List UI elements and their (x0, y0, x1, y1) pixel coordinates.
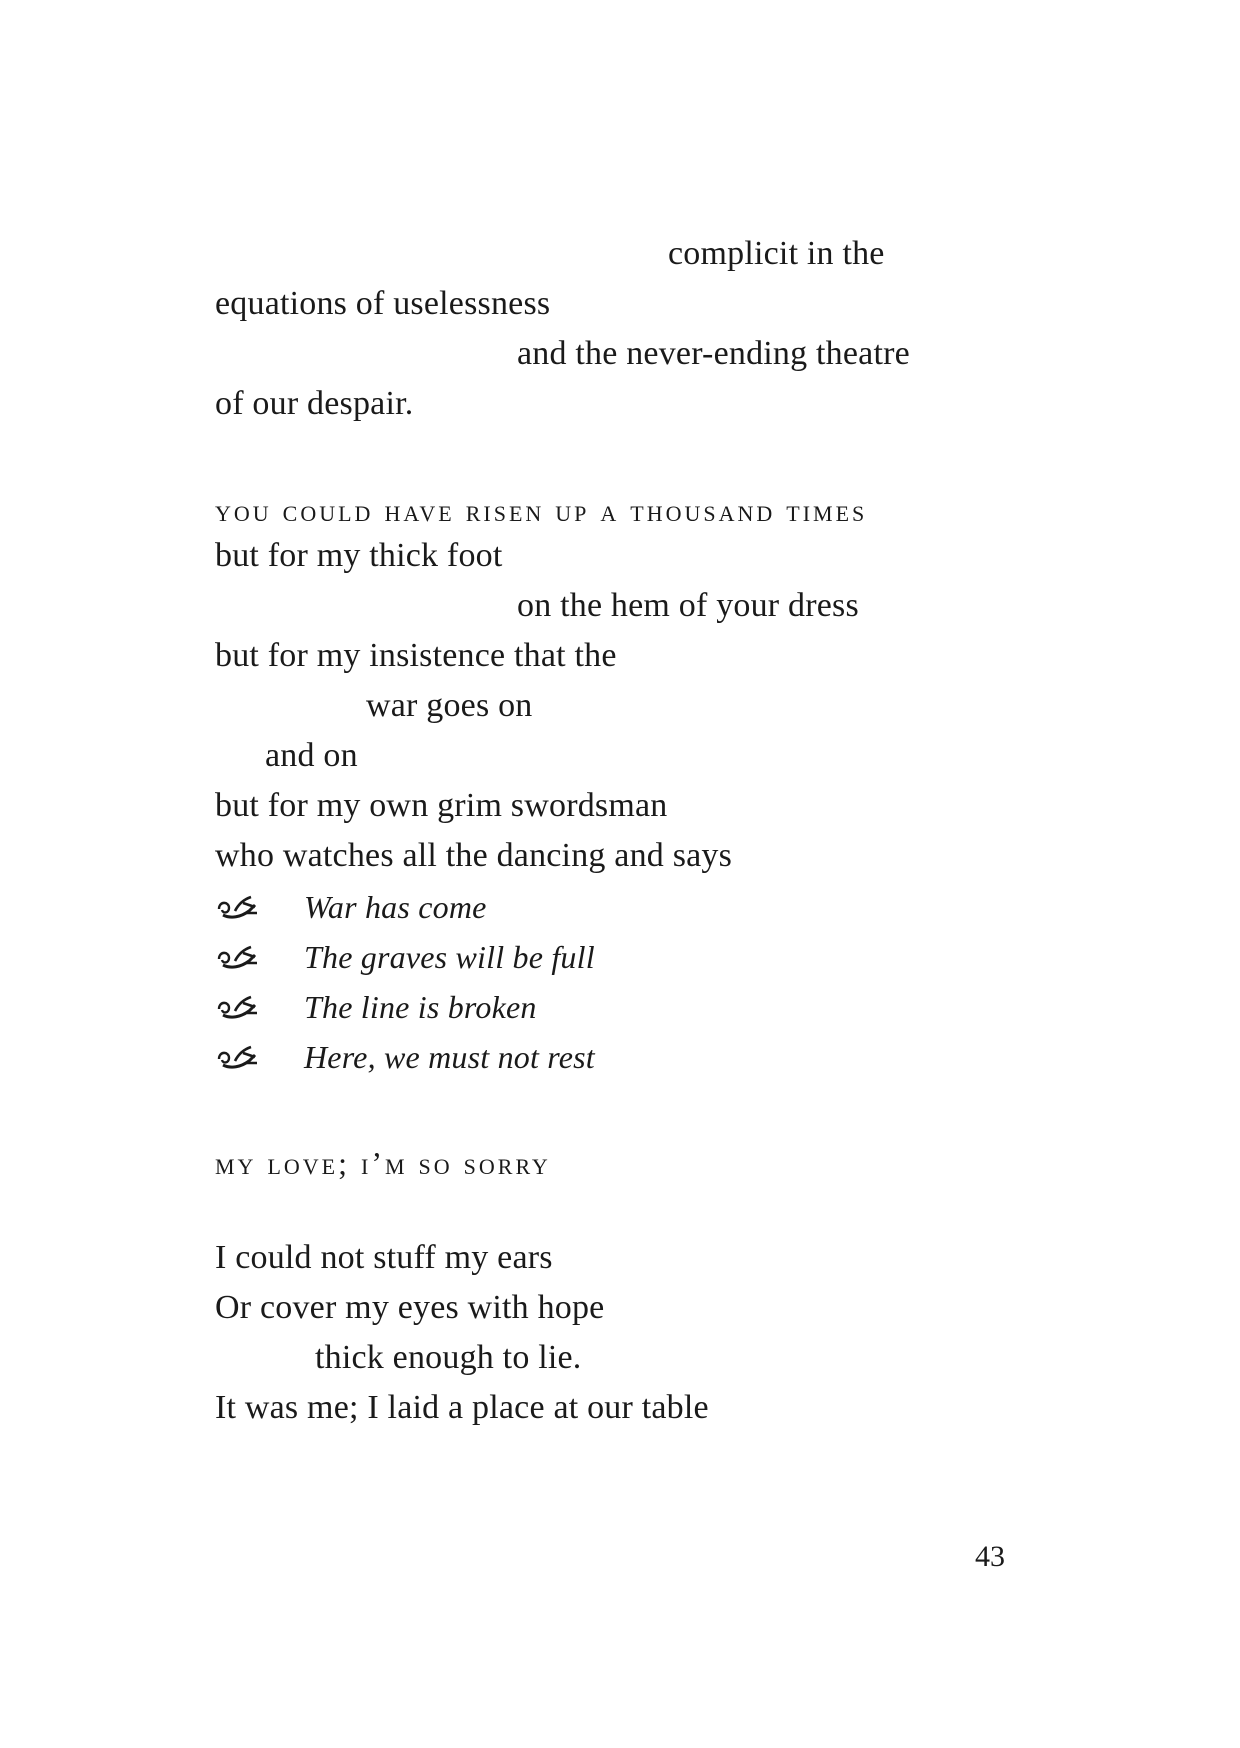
poem-line: but for my insistence that the (215, 637, 617, 674)
fleuron-icon (215, 1043, 261, 1073)
litany-line: The line is broken (304, 989, 537, 1025)
poem-line: but for my own grim swordsman (215, 787, 668, 824)
poem-line: complicit in the (668, 235, 885, 272)
fleuron-icon (215, 943, 261, 973)
poem-line: on the hem of your dress (517, 587, 859, 624)
litany-line: Here, we must not rest (304, 1039, 595, 1075)
poem-line: Or cover my eyes with hope (215, 1289, 605, 1326)
poem-line: but for my thick foot (215, 537, 503, 574)
litany-line: The graves will be full (304, 939, 595, 975)
fleuron-icon (215, 893, 261, 923)
poem-line: of our despair. (215, 385, 414, 422)
fleuron-icon (215, 993, 261, 1023)
litany-line: War has come (304, 889, 487, 925)
section-heading: my love; i’m so sorry (215, 1145, 551, 1181)
poem-line: thick enough to lie. (315, 1339, 582, 1376)
page-number: 43 (975, 1540, 1005, 1573)
poem-line: who watches all the dancing and says (215, 837, 733, 874)
poem-line: war goes on (366, 687, 533, 724)
poem-line: equations of uselessness (215, 285, 551, 322)
poem-line: I could not stuff my ears (215, 1239, 553, 1276)
section-heading: you could have risen up a thousand times (215, 492, 868, 528)
poem-line: It was me; I laid a place at our table (215, 1389, 709, 1426)
poem-line: and the never-ending theatre (517, 335, 910, 372)
poem-line: and on (265, 737, 358, 774)
